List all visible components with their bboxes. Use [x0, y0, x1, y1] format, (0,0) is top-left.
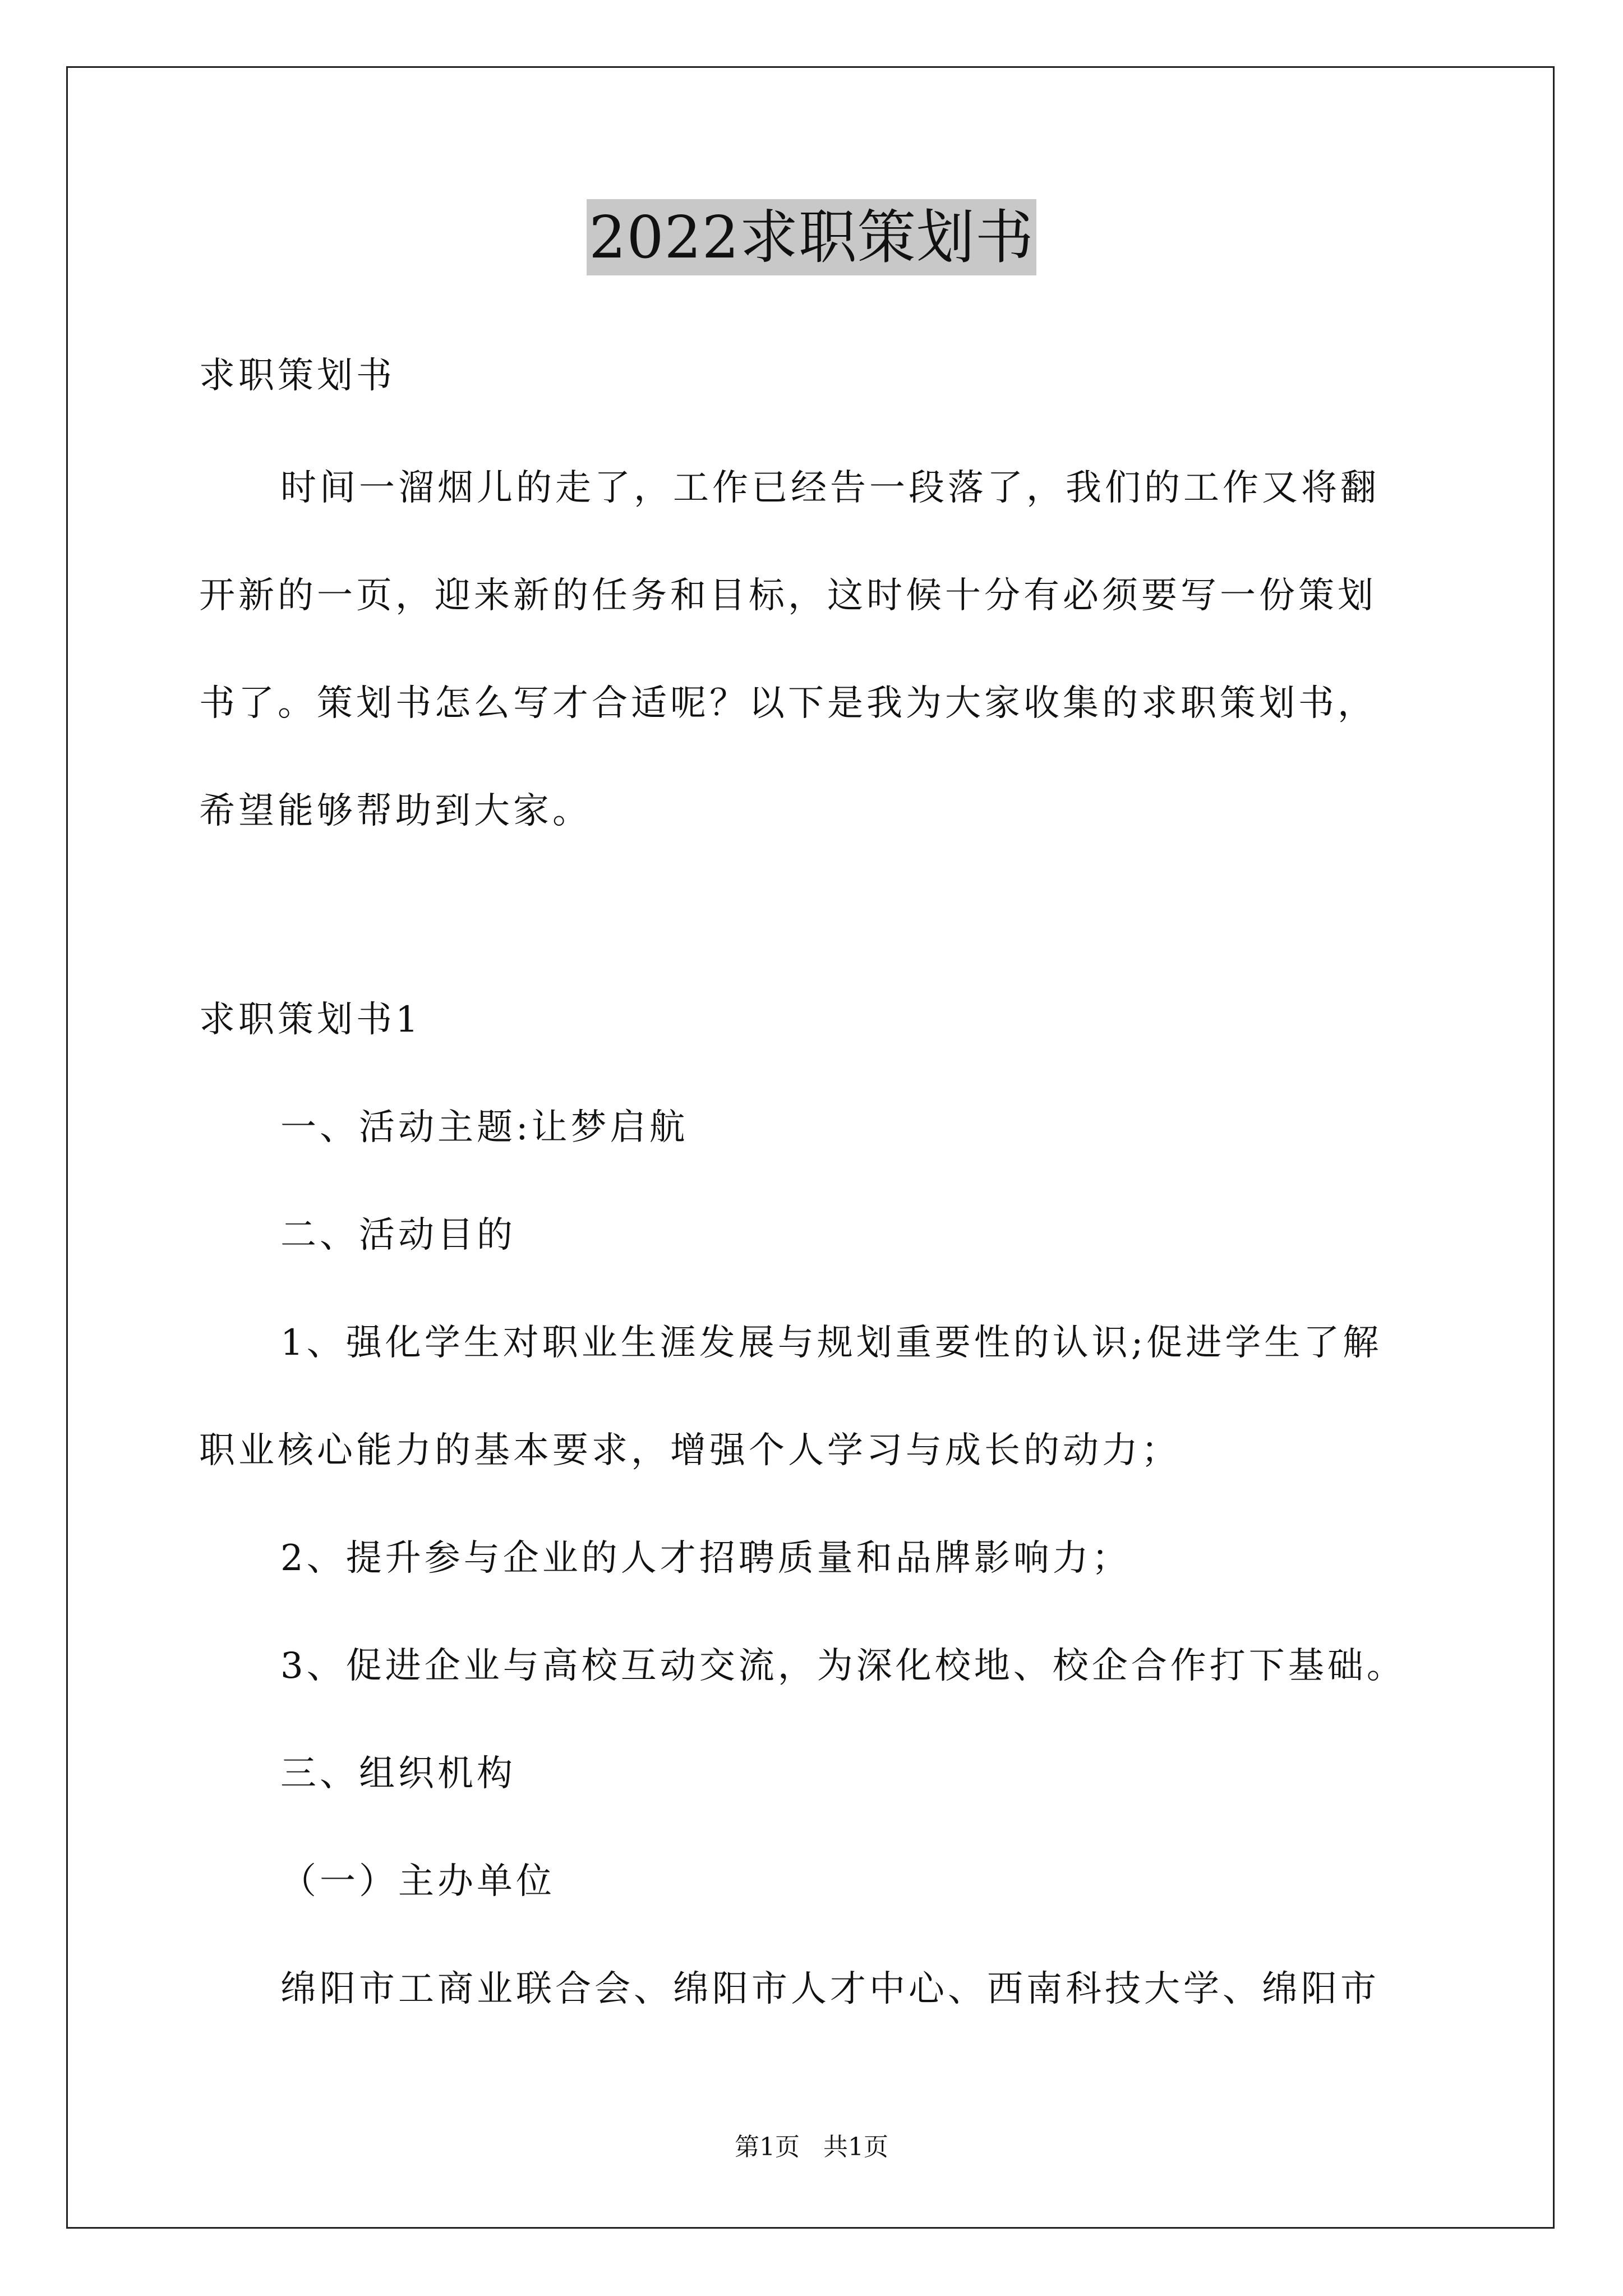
section-heading: 求职策划书1: [199, 999, 422, 1041]
list-item: 3、促进企业与高校互动交流，为深化校地、校企合作打下基础。: [280, 1645, 1406, 1687]
list-item: 一、活动主题:让梦启航: [280, 1107, 689, 1148]
paragraph-line: 书了。策划书怎么写才合适呢？以下是我为大家收集的求职策划书，: [199, 683, 1377, 724]
section-heading: 求职策划书: [199, 355, 395, 397]
paragraph-line: 绵阳市工商业联合会、绵阳市人才中心、西南科技大学、绵阳市: [280, 1968, 1380, 2010]
page-footer: 第1页 共1页: [735, 2133, 888, 2161]
list-item: 2、提升参与企业的人才招聘质量和品牌影响力；: [280, 1538, 1131, 1579]
title-block: [0, 199, 1623, 275]
paragraph-line: 希望能够帮助到大家。: [199, 790, 592, 832]
list-item: 三、组织机构: [280, 1753, 516, 1795]
paragraph-line: 时间一溜烟儿的走了，工作已经告一段落了，我们的工作又将翻: [280, 467, 1380, 509]
list-item: 二、活动目的: [280, 1214, 516, 1256]
paragraph-line: 开新的一页，迎来新的任务和目标，这时候十分有必须要写一份策划: [199, 575, 1377, 616]
document-title: 2022求职策划书: [587, 199, 1036, 275]
paragraph-line: 职业核心能力的基本要求，增强个人学习与成长的动力；: [199, 1430, 1181, 1471]
list-item: （一）主办单位: [280, 1861, 555, 1902]
list-item: 1、强化学生对职业生涯发展与规划重要性的认识;促进学生了解: [280, 1322, 1382, 1364]
